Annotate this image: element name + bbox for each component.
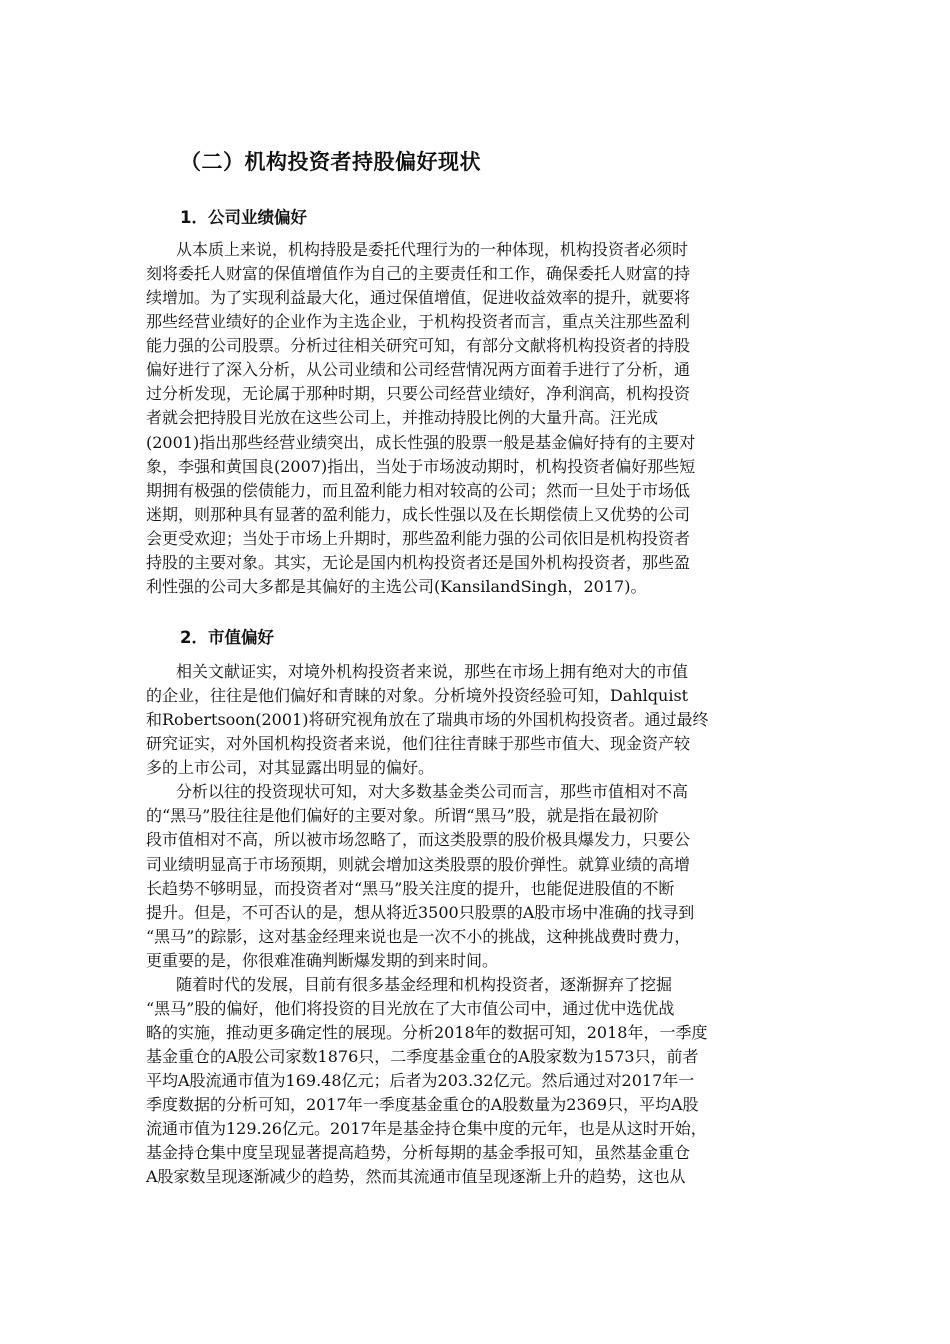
text-line: 续增加。为了实现利益最大化，通过保值增值，促进收益效率的提升，就要将 [146,288,691,308]
text-line: 流通市值为129.26亿元。2017年是基金持仓集中度的元年，也是从这时开始， [146,1119,707,1139]
text-line: 者就会把持股目光放在这些公司上，并推动持股比例的大量升高。汪光成 [146,408,659,428]
text-line: 和Robertsoon(2001)将研究视角放在了瑞典市场的外国机构投资者。通过最终 [146,710,709,730]
text-line: 长趋势不够明显，而投资者对“黑马”股关注度的提升，也能促进股值的不断 [146,878,675,898]
text-line: 司业绩明显高于市场预期，则就会增加这类股票的股价弹性。就算业绩的高增 [146,854,691,874]
text-line: 季度数据的分析可知，2017年一季度基金重仓的A股数量为2369只，平均A股 [146,1095,699,1115]
text-line: 提升。但是，不可否认的是，想从将近3500只股票的A股市场中准确的找寻到 [146,902,695,922]
text-line: “黑马”的踪影，这对基金经理来说也是一次不小的挑战，这种挑战费时费力， [146,926,691,946]
text-line: 研究证实，对外国机构投资者来说，他们往往青睐于那些市值大、现金资产较 [146,734,691,754]
text-line: 期拥有极强的偿债能力，而且盈利能力相对较高的公司；然而一旦处于市场低 [146,480,691,500]
text-line: 略的实施，推动更多确定性的展现。分析2018年的数据可知，2018年，一季度 [146,1023,708,1043]
text-line: 利性强的公司大多都是其偏好的主选公司(KansilandSingh，2017)。 [146,576,647,596]
text-line: 过分析发现，无论属于那种时期，只要公司经营业绩好，净利润高，机构投资 [146,384,691,404]
subsection-title-market-value: 2．市值偏好 [180,628,274,647]
text-line: “黑马”股的偏好，他们将投资的目光放在了大市值公司中，通过优中选优战 [146,998,675,1018]
text-line: 的企业，往往是他们偏好和青睐的对象。分析境外投资经验可知，Dahlquist [146,686,689,706]
section-title: （二）机构投资者持股偏好现状 [180,150,481,174]
text-line: A股家数呈现逐渐减少的趋势，然而其流通市值呈现逐渐上升的趋势，这也从 [146,1167,686,1187]
text-line: 的“黑马”股往往是他们偏好的主要对象。所谓“黑马”股，就是指在最初阶 [146,806,659,826]
text-line: 迷期，则那种具有显著的盈利能力，成长性强以及在长期偿债上又优势的公司 [146,504,691,524]
text-line: 刻将委托人财富的保值增值作为自己的主要责任和工作，确保委托人财富的持 [146,264,691,284]
text-line: 段市值相对不高，所以被市场忽略了，而这类股票的股价极具爆发力，只要公 [146,830,691,850]
text-line: 基金持仓集中度呈现显著提高趋势，分析每期的基金季报可知，虽然基金重仓 [146,1143,691,1163]
text-line: 更重要的是，你很难准确判断爆发期的到来时间。 [146,950,499,970]
text-line: 平均A股流通市值为169.48亿元；后者为203.32亿元。然后通过对2017年一 [146,1071,695,1091]
text-line: (2001)指出那些经营业绩突出，成长性强的股票一般是基金偏好持有的主要对 [146,432,696,452]
text-line: 相关文献证实，对境外机构投资者来说，那些在市场上拥有绝对大的市值 [176,662,689,681]
text-line: 随着时代的发展，目前有很多基金经理和机构投资者，逐渐摒弃了挖掘 [176,974,673,994]
subsection-title-performance: 1．公司业绩偏好 [180,208,307,227]
text-line: 持股的主要对象。其实，无论是国内机构投资者还是国外机构投资者，那些盈 [146,552,691,572]
text-line: 会更受欢迎；当处于市场上升期时，那些盈利能力强的公司依旧是机构投资者 [146,528,691,548]
text-line: 基金重仓的A股公司家数1876只，二季度基金重仓的A股家数为1573只，前者 [146,1047,699,1067]
text-line: 象，李强和黄国良(2007)指出，当处于市场波动期时，机构投资者偏好那些短 [146,456,696,476]
text-line: 分析以往的投资现状可知，对大多数基金类公司而言，那些市值相对不高 [176,782,689,802]
text-line: 那些经营业绩好的企业作为主选企业，于机构投资者而言，重点关注那些盈利 [146,312,691,332]
text-line: 从本质上来说，机构持股是委托代理行为的一种体现，机构投资者必须时 [176,240,689,259]
text-line: 能力强的公司股票。分析过往相关研究可知，有部分文献将机构投资者的持股 [146,336,691,356]
text-line: 偏好进行了深入分析，从公司业绩和公司经营情况两方面着手进行了分析，通 [146,360,691,380]
text-line: 多的上市公司，对其显露出明显的偏好。 [146,758,435,778]
